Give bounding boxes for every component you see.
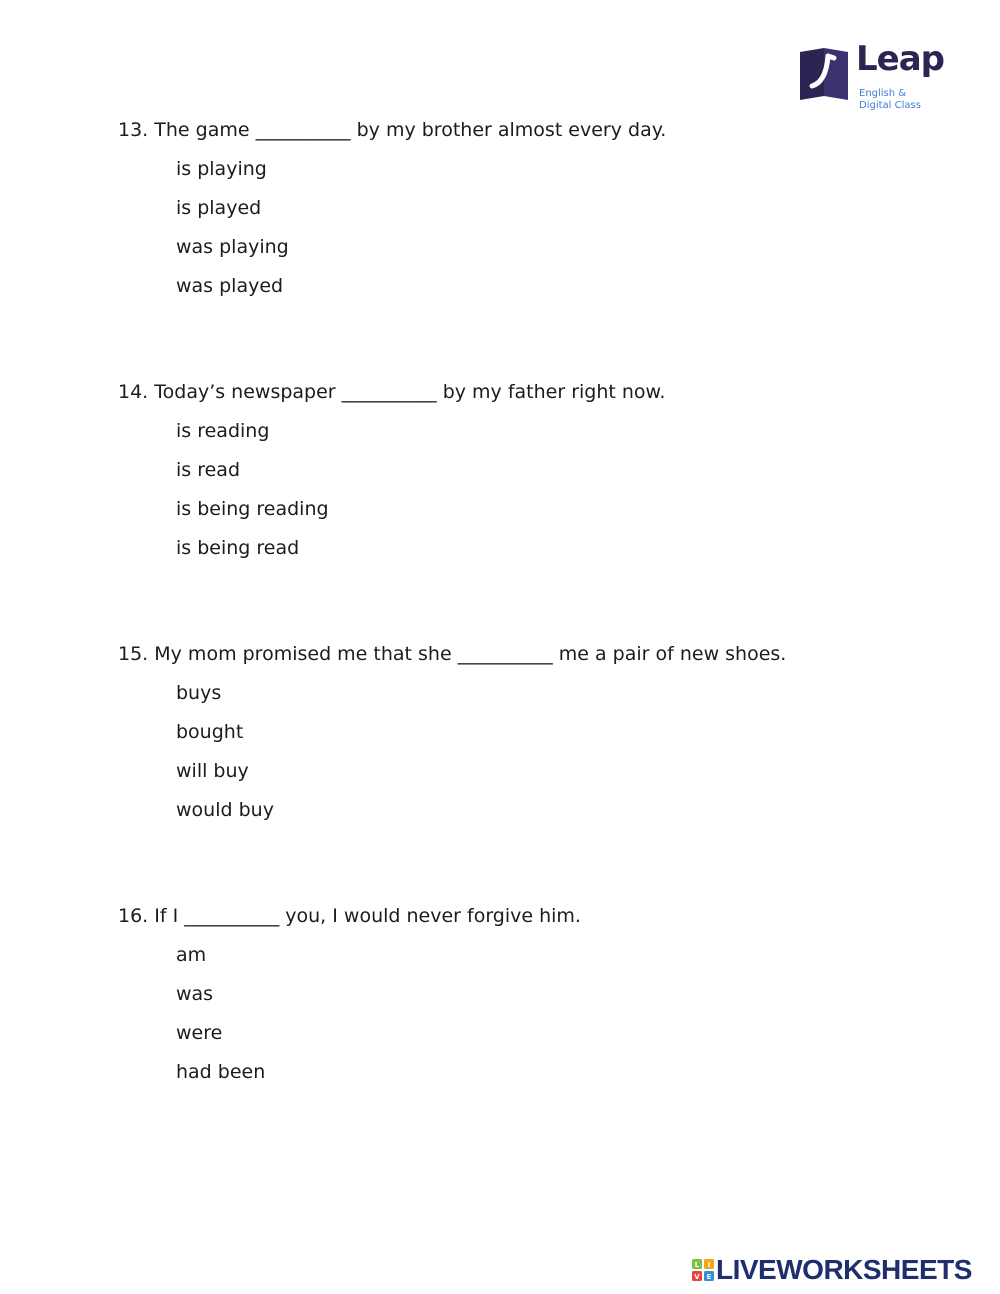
leap-tagline-line1: English &: [859, 88, 907, 99]
leap-book-icon: [798, 46, 850, 102]
answer-option[interactable]: would buy: [176, 799, 274, 821]
answer-option[interactable]: will buy: [176, 760, 249, 782]
option-list: [118, 941, 938, 1086]
question-16: [118, 902, 938, 1086]
svg-text:E: E: [706, 1273, 712, 1281]
option-list: [118, 417, 938, 562]
question-text: 16. If I __________ you, I would never forgive him.: [118, 905, 581, 927]
answer-option[interactable]: were: [176, 1022, 223, 1044]
answer-option[interactable]: had been: [176, 1061, 266, 1083]
question-14: [118, 378, 938, 562]
answer-option[interactable]: buys: [176, 682, 222, 704]
question-text: 13. The game __________ by my brother almost every day.: [118, 119, 667, 141]
leap-tagline-line2: Digital Class: [859, 100, 921, 111]
leap-wordmark: Leap: [856, 39, 945, 79]
answer-option[interactable]: was played: [176, 275, 284, 297]
leap-tagline: [859, 88, 921, 112]
answer-option[interactable]: is reading: [176, 420, 270, 442]
answer-option[interactable]: is being reading: [176, 498, 329, 520]
liveworksheets-wordmark: LIVEWORKSHEETS: [716, 1254, 972, 1285]
question-15: [118, 640, 938, 824]
answer-option[interactable]: bought: [176, 721, 244, 743]
svg-text:I: I: [707, 1261, 711, 1269]
answer-option[interactable]: is being read: [176, 537, 300, 559]
answer-option[interactable]: was: [176, 983, 214, 1005]
question-text: 14. Today’s newspaper __________ by my father right now.: [118, 381, 666, 403]
leap-logo: [798, 39, 958, 116]
question-list: [118, 116, 938, 1164]
answer-option[interactable]: is read: [176, 459, 241, 481]
svg-text:L: L: [694, 1261, 700, 1269]
live-blocks-icon: [692, 1259, 714, 1281]
answer-option[interactable]: am: [176, 944, 207, 966]
answer-option[interactable]: is played: [176, 197, 262, 219]
option-list: [118, 155, 938, 300]
svg-text:V: V: [694, 1273, 700, 1281]
answer-option[interactable]: was playing: [176, 236, 289, 258]
question-text: 15. My mom promised me that she __________ me a pair of new shoes.: [118, 643, 787, 665]
question-13: [118, 116, 938, 300]
answer-option[interactable]: is playing: [176, 158, 267, 180]
liveworksheets-logo: [692, 1254, 992, 1286]
option-list: [118, 679, 938, 824]
